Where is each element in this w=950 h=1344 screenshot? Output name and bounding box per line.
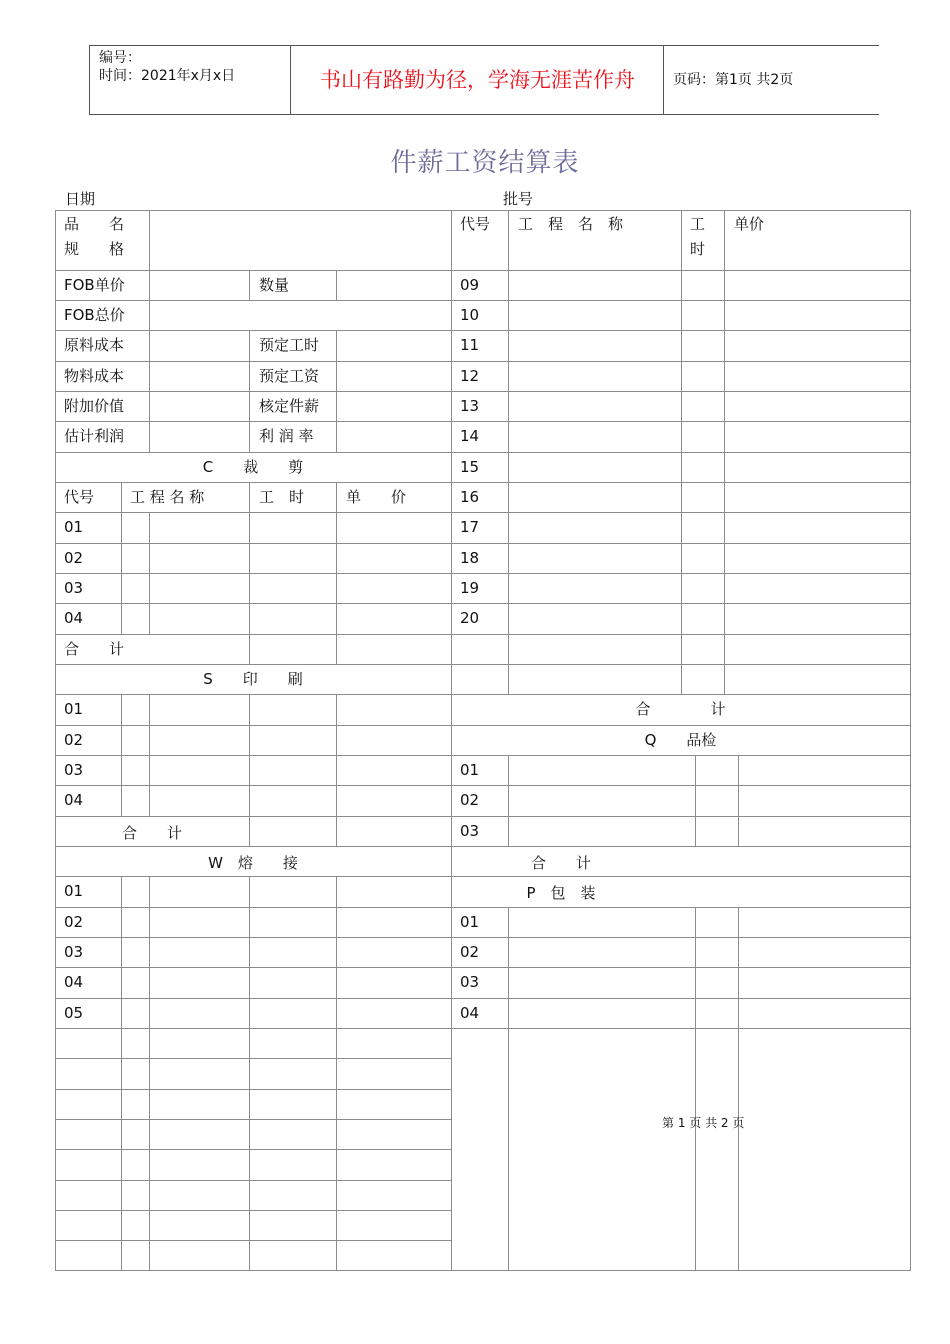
print-subtotal: 合 计 bbox=[121, 824, 182, 842]
number-label: 编号： bbox=[99, 50, 141, 66]
batch-field-label: 批号 bbox=[503, 190, 534, 208]
planned-hours-label: 预定工时 bbox=[259, 336, 320, 354]
profit-rate-label: 利 润 率 bbox=[259, 427, 314, 445]
slogan: 书山有路勤为径，学海无涯苦作舟 bbox=[320, 68, 635, 92]
process-code: 18 bbox=[460, 549, 480, 567]
cut-code: 03 bbox=[64, 579, 84, 597]
process-code: 17 bbox=[460, 518, 480, 536]
hours-header-1: 工 bbox=[690, 215, 706, 233]
cut-code: 04 bbox=[64, 609, 84, 627]
section-qc-title: Q 品检 bbox=[644, 731, 717, 749]
qc-code: 02 bbox=[460, 791, 480, 809]
pack-code: 01 bbox=[460, 913, 480, 931]
page-title: 件薪工资结算表 bbox=[390, 148, 580, 178]
pack-code: 03 bbox=[460, 973, 480, 991]
pack-code: 04 bbox=[460, 1004, 480, 1022]
col-hours-header: 工 时 bbox=[259, 488, 305, 506]
section-cut-title: C 裁 剪 bbox=[202, 458, 304, 476]
print-code: 02 bbox=[64, 731, 84, 749]
code-header: 代号 bbox=[460, 215, 491, 233]
process-code: 10 bbox=[460, 306, 480, 324]
cut-code: 02 bbox=[64, 549, 84, 567]
date-label: 时间：2021年x月x日 bbox=[99, 68, 236, 84]
col-code-header: 代号 bbox=[64, 488, 95, 506]
process-code: 13 bbox=[460, 397, 480, 415]
section-pack-title: P 包 装 bbox=[526, 884, 596, 902]
page-info: 页码：第1页 共2页 bbox=[673, 72, 794, 88]
process-code: 15 bbox=[460, 458, 480, 476]
est-profit-label: 估计利润 bbox=[64, 427, 125, 445]
weld-code: 03 bbox=[64, 943, 84, 961]
weld-code: 05 bbox=[64, 1004, 84, 1022]
process-name-header: 工 程 名 称 bbox=[518, 215, 624, 233]
planned-wage-label: 预定工资 bbox=[259, 367, 320, 385]
material-cost-label: 原料成本 bbox=[64, 336, 125, 354]
qc-code: 03 bbox=[460, 822, 480, 840]
process-code: 20 bbox=[460, 609, 480, 627]
added-value-label: 附加价值 bbox=[64, 397, 125, 415]
fob-total-label: FOB总价 bbox=[64, 306, 125, 324]
right-subtotal: 合 计 bbox=[635, 700, 726, 718]
date-field-label: 日期 bbox=[65, 190, 96, 208]
price-header: 单价 bbox=[734, 215, 765, 233]
name-label: 品 名 bbox=[64, 215, 125, 233]
supplies-cost-label: 物料成本 bbox=[64, 367, 125, 385]
section-print-title: S 印 刷 bbox=[203, 670, 303, 688]
qc-code: 01 bbox=[460, 761, 480, 779]
print-code: 03 bbox=[64, 761, 84, 779]
process-code: 16 bbox=[460, 488, 480, 506]
col-process-header: 工 程 名 称 bbox=[130, 488, 205, 506]
weld-code: 01 bbox=[64, 882, 84, 900]
process-code: 12 bbox=[460, 367, 480, 385]
fob-unit-label: FOB单价 bbox=[64, 276, 125, 294]
print-code: 04 bbox=[64, 791, 84, 809]
spec-label: 规 格 bbox=[64, 240, 125, 258]
page-footer: 第 1 页 共 2 页 bbox=[662, 1116, 745, 1130]
cut-code: 01 bbox=[64, 518, 84, 536]
hours-header-2: 时 bbox=[690, 240, 706, 258]
print-code: 01 bbox=[64, 700, 84, 718]
pack-code: 02 bbox=[460, 943, 480, 961]
cut-subtotal: 合 计 bbox=[64, 640, 125, 658]
process-code: 11 bbox=[460, 336, 480, 354]
process-code: 14 bbox=[460, 427, 480, 445]
section-weld-title: W 熔 接 bbox=[208, 854, 298, 872]
weld-code: 02 bbox=[64, 913, 84, 931]
quantity-label: 数量 bbox=[259, 276, 290, 294]
qc-subtotal: 合 计 bbox=[530, 854, 591, 872]
process-code: 19 bbox=[460, 579, 480, 597]
approved-pay-label: 核定件薪 bbox=[259, 397, 320, 415]
process-code: 09 bbox=[460, 276, 480, 294]
col-price-header: 单 价 bbox=[346, 488, 407, 506]
weld-code: 04 bbox=[64, 973, 84, 991]
